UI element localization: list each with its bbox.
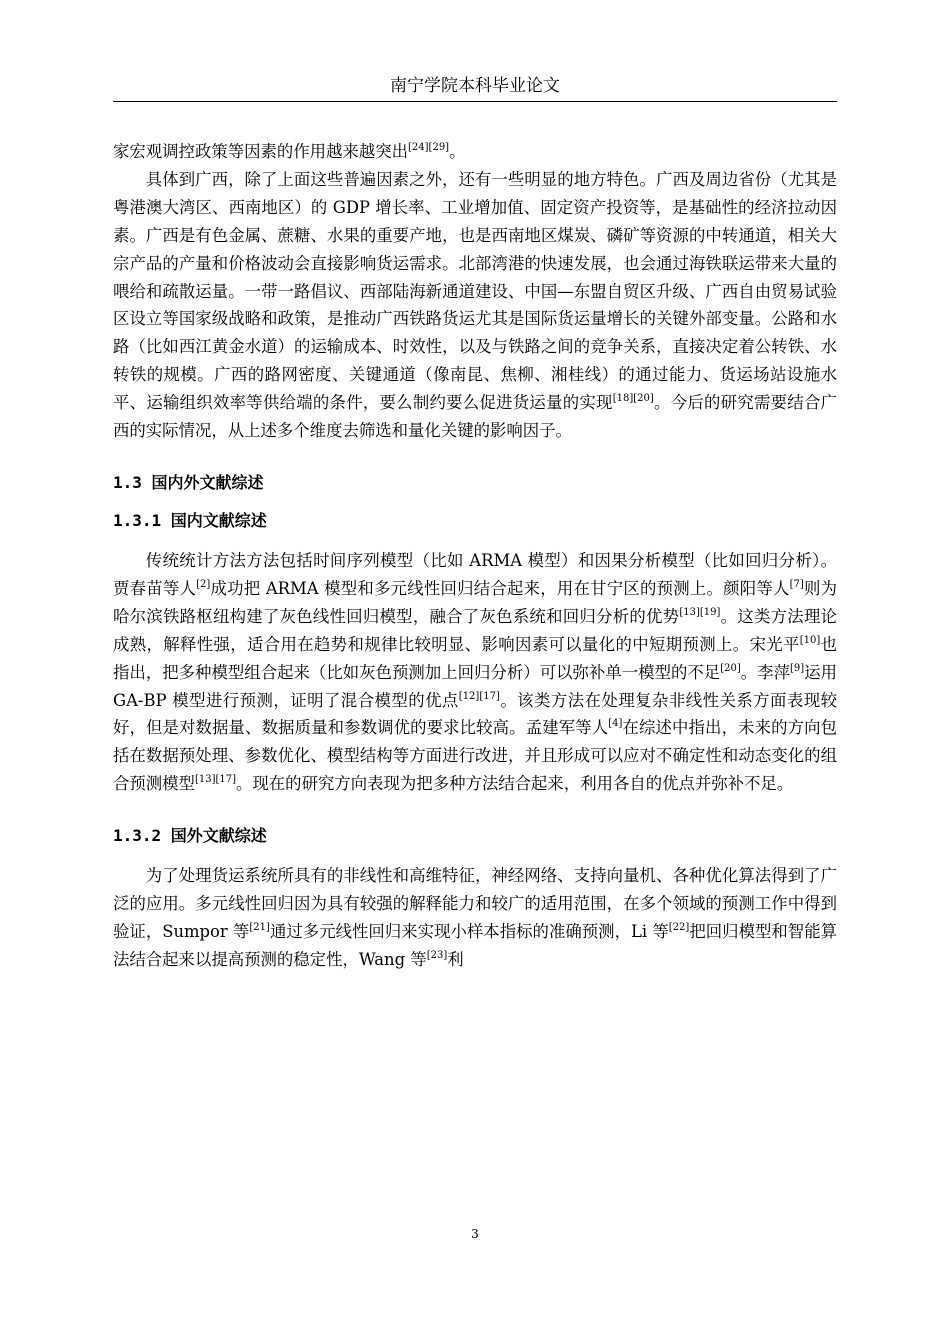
- citation: [4]: [608, 718, 623, 730]
- citation: [18][20]: [612, 393, 654, 405]
- page-body: [113, 138, 837, 974]
- running-header: 南宁学院本科毕业论文: [390, 76, 560, 96]
- citation: [12][17]: [458, 690, 500, 702]
- paragraph-guangxi-factors: 具体到广西，除了上面这些普遍因素之外，还有一些明显的地方特色。广西及周边省份（尤其是粤港澳大湾区、西南地区）的 GDP 增长率、工业增加值、固定资产投资等，是基础性的经济拉动因素。广西是有色金属、蔗糖、水果的重要产地，也是西南地区煤炭、磷矿等资源的中转通道，相关大宗产品的产量和价格波动会直接影响货运需求。北部湾港的快速发展，也会通过海铁联运带来大量的喂给和疏散运量。一带一路倡议、西部陆海新通道建设、中国—东盟自贸区升级、广西自由贸易试验区设立等国家级战略和政策，是推动广西铁路货运尤其是国际货运量增长的关键外部变量。公路和水路（比如西江黄金水道）的运输成本、时效性，以及与铁路之间的竞争关系，直接决定着公转铁、水转铁的规模。广西的路网密度、关键通道（像南昆、焦柳、湘桂线）的通过能力、货运场站设施水平、运输组织效率等供给端的条件，要么制约要么促进货运量的实现[18][20]。今后的研究需要结合广西的实际情况，从上述多个维度去筛选和量化关键的影响因子。: [113, 169, 838, 441]
- paragraph-domestic-review: 传统统计方法方法包括时间序列模型（比如 ARMA 模型）和因果分析模型（比如回归分析）。贾春苗等人[2]成功把 ARMA 模型和多元线性回归结合起来，用在甘宁区的预测上。颜阳等人[7]则为哈尔滨铁路枢纽构建了灰色线性回归模型，融合了灰色系统和回归分析的优势[13][19]。这类方法理论成熟，解释性强，适合用在趋势和规律比较明显、影响因素可以量化的中短期预测上。宋光平[10]也指出，把多种模型组合起来（比如灰色预测加上回归分析）可以弥补单一模型的不足[20]。李萍[9]运用 GA-BP 模型进行预测，证明了混合模型的优点[12][17]。该类方法在处理复杂非线性关系方面表现较好，但是对数据量、数据质量和参数调优的要求比较高。孟建军等人[4]在综述中指出，未来的方向包括在数据预处理、参数优化、模型结构等方面进行改进，并且形成可以应对不确定性和动态变化的组合预测模型[13][17]。现在的研究方向表现为把多种方法结合起来，利用各自的优点并弥补不足。: [113, 550, 838, 794]
- citation: [13][19]: [679, 606, 721, 618]
- paragraph-continuation: 家宏观调控政策等因素的作用越来越突出[24][29]。: [113, 142, 466, 161]
- subsection-heading-1-3-2: 1.3.2 国外文献综述: [113, 826, 267, 846]
- citation: [13][17]: [194, 774, 237, 786]
- header-rule: [113, 101, 837, 102]
- citation: [9]: [790, 662, 805, 674]
- citation: [20]: [720, 662, 741, 674]
- citation: [2]: [196, 578, 211, 590]
- citation: [24][29]: [408, 142, 450, 153]
- page-number: 3: [471, 1227, 479, 1241]
- citation: [21]: [249, 921, 270, 933]
- section-heading-1-3: 1.3 国内外文献综述: [113, 472, 264, 492]
- subsection-heading-1-3-1: 1.3.1 国内文献综述: [113, 510, 267, 530]
- citation: [10]: [799, 634, 821, 646]
- paragraph-foreign-review: 为了处理货运系统所具有的非线性和高维特征，神经网络、支持向量机、各种优化算法得到了广泛的应用。多元线性回归因为具有较强的解释能力和较广的适用范围，在多个领域的预测工作中得到验证，Sumpor 等[21]通过多元线性回归来实现小样本指标的准确预测，Li 等[22]把回归模型和智能算法结合起来以提高预测的稳定性，Wang 等[23]利: [113, 866, 838, 969]
- citation: [23]: [426, 949, 448, 961]
- citation: [7]: [789, 578, 804, 590]
- citation: [22]: [668, 921, 690, 933]
